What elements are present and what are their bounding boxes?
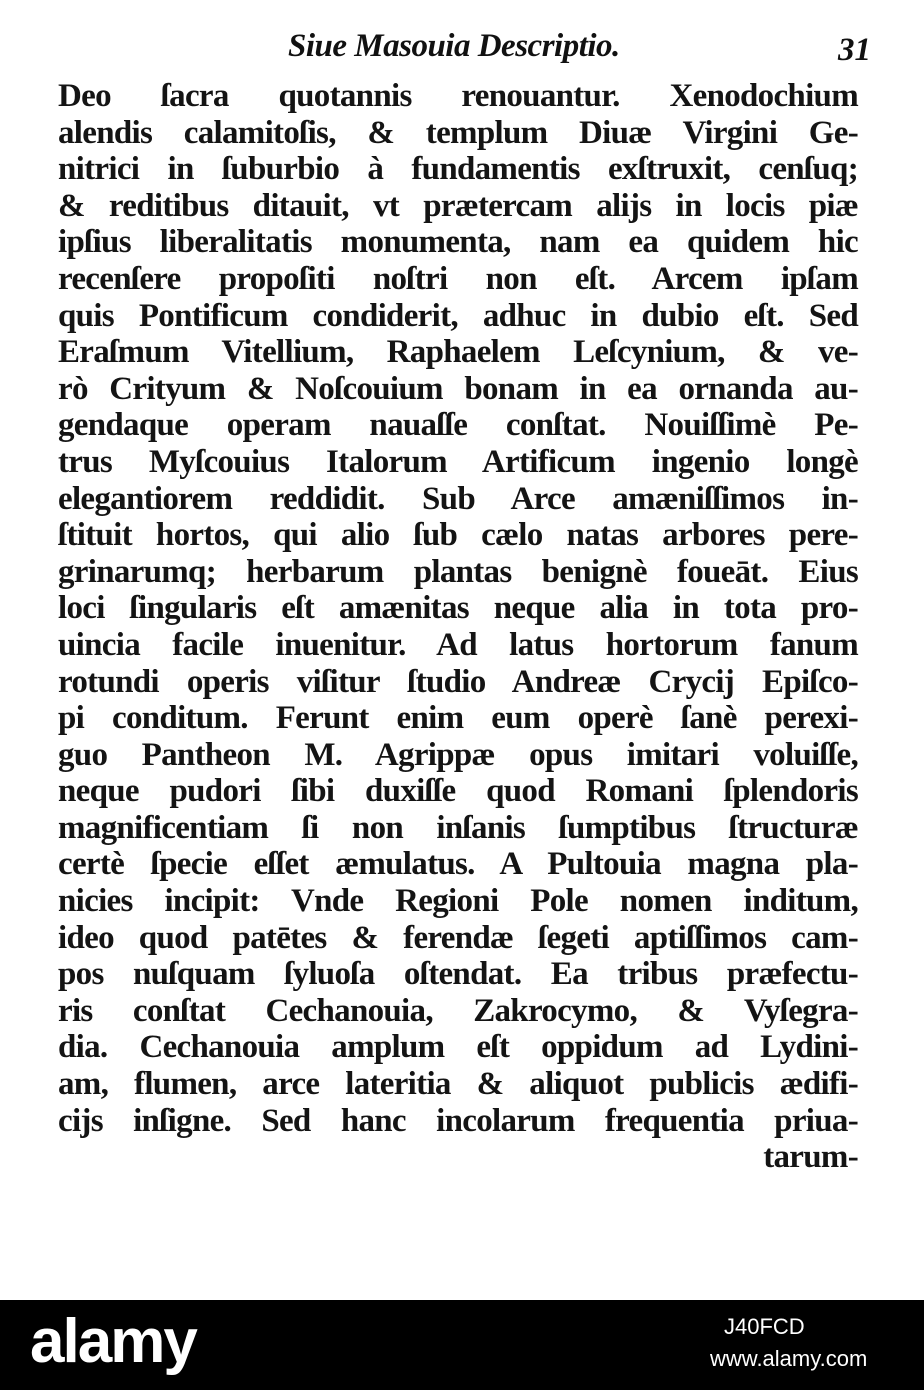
- text-line: nitrici in ſuburbio à fundamentis exſtruxit, cenſuq;: [58, 151, 858, 188]
- text-line: gendaque operam nauaſſe conſtat. Nouiſſimè Pe-: [58, 407, 858, 444]
- text-line: tarum-: [763, 1139, 858, 1176]
- text-line: neque pudori ſibi duxiſſe quod Romani ſplendoris: [58, 773, 858, 810]
- text-line: certè ſpecie eſſet æmulatus. A Pultouia magna pla-: [58, 846, 858, 883]
- text-line: trus Myſcouius Italorum Artificum ingenio longè: [58, 443, 858, 480]
- text-line: ſtituit hortos, qui alio ſub cælo natas arbores pere-: [58, 517, 858, 554]
- text-line: rò Crityum & Noſcouium bonam in ea ornanda au-: [58, 370, 858, 407]
- text-line: elegantiorem reddidit. Sub Arce amæniſſimos in-: [58, 480, 858, 517]
- text-line: & reditibus ditauit, vt prætercam alijs in locis piæ: [58, 187, 858, 224]
- text-line: nicies incipit: Vnde Regioni Pole nomen inditum,: [58, 883, 858, 920]
- text-line: ipſius liberalitatis monumenta, nam ea quidem hic: [58, 224, 858, 261]
- page-number: 31: [838, 32, 871, 68]
- text-line: alendis calamitoſis, & templum Diuæ Virgini Ge-: [58, 114, 858, 151]
- running-head-title: Siue Masouia Descriptio.: [288, 28, 620, 64]
- text-line: am, flumen, arce lateritia & aliquot publicis ædifi-: [58, 1066, 858, 1103]
- body-text: [58, 78, 858, 1176]
- text-line: cijs inſigne. Sed hanc incolarum frequentia priua-: [58, 1102, 858, 1139]
- text-line: Deo ſacra quotannis renouantur. Xenodochium: [58, 78, 858, 114]
- text-line: ideo quod patētes & ferendæ ſegeti aptiſſimos cam-: [58, 919, 858, 956]
- text-line: guo Pantheon M. Agrippæ opus imitari voluiſſe,: [58, 736, 858, 773]
- text-line: rotundi operis viſitur ſtudio Andreæ Crycij Epiſco-: [58, 663, 858, 700]
- running-head: [0, 26, 924, 76]
- watermark-logo: alamy: [30, 1307, 196, 1376]
- watermark-image-id: J40FCD: [724, 1314, 805, 1339]
- text-line: loci ſingularis eſt amænitas neque alia in tota pro-: [58, 590, 858, 627]
- text-line: pi conditum. Ferunt enim eum operè ſanè perexi-: [58, 700, 858, 737]
- watermark-bar: [0, 1300, 924, 1390]
- watermark-url: www.alamy.com: [710, 1346, 868, 1371]
- text-line: grinarumq; herbarum plantas benignè foueāt. Eius: [58, 553, 858, 590]
- text-line: uincia facile inuenitur. Ad latus hortorum fanum: [58, 626, 858, 663]
- text-line: ris conſtat Cechanouia, Zakrocymo, & Vyſegra-: [58, 992, 858, 1029]
- text-line: magnificentiam ſi non inſanis ſumptibus ſtructuræ: [58, 809, 858, 846]
- text-line: pos nuſquam ſyluoſa oſtendat. Ea tribus præfectu-: [58, 956, 858, 993]
- text-line: dia. Cechanouia amplum eſt oppidum ad Lydini-: [58, 1029, 858, 1066]
- text-line: quis Pontificum condiderit, adhuc in dubio eſt. Sed: [58, 297, 858, 334]
- text-line: recenſere propoſiti noſtri non eſt. Arcem ipſam: [58, 260, 858, 297]
- text-line: Eraſmum Vitellium, Raphaelem Leſcynium, & ve-: [58, 334, 858, 371]
